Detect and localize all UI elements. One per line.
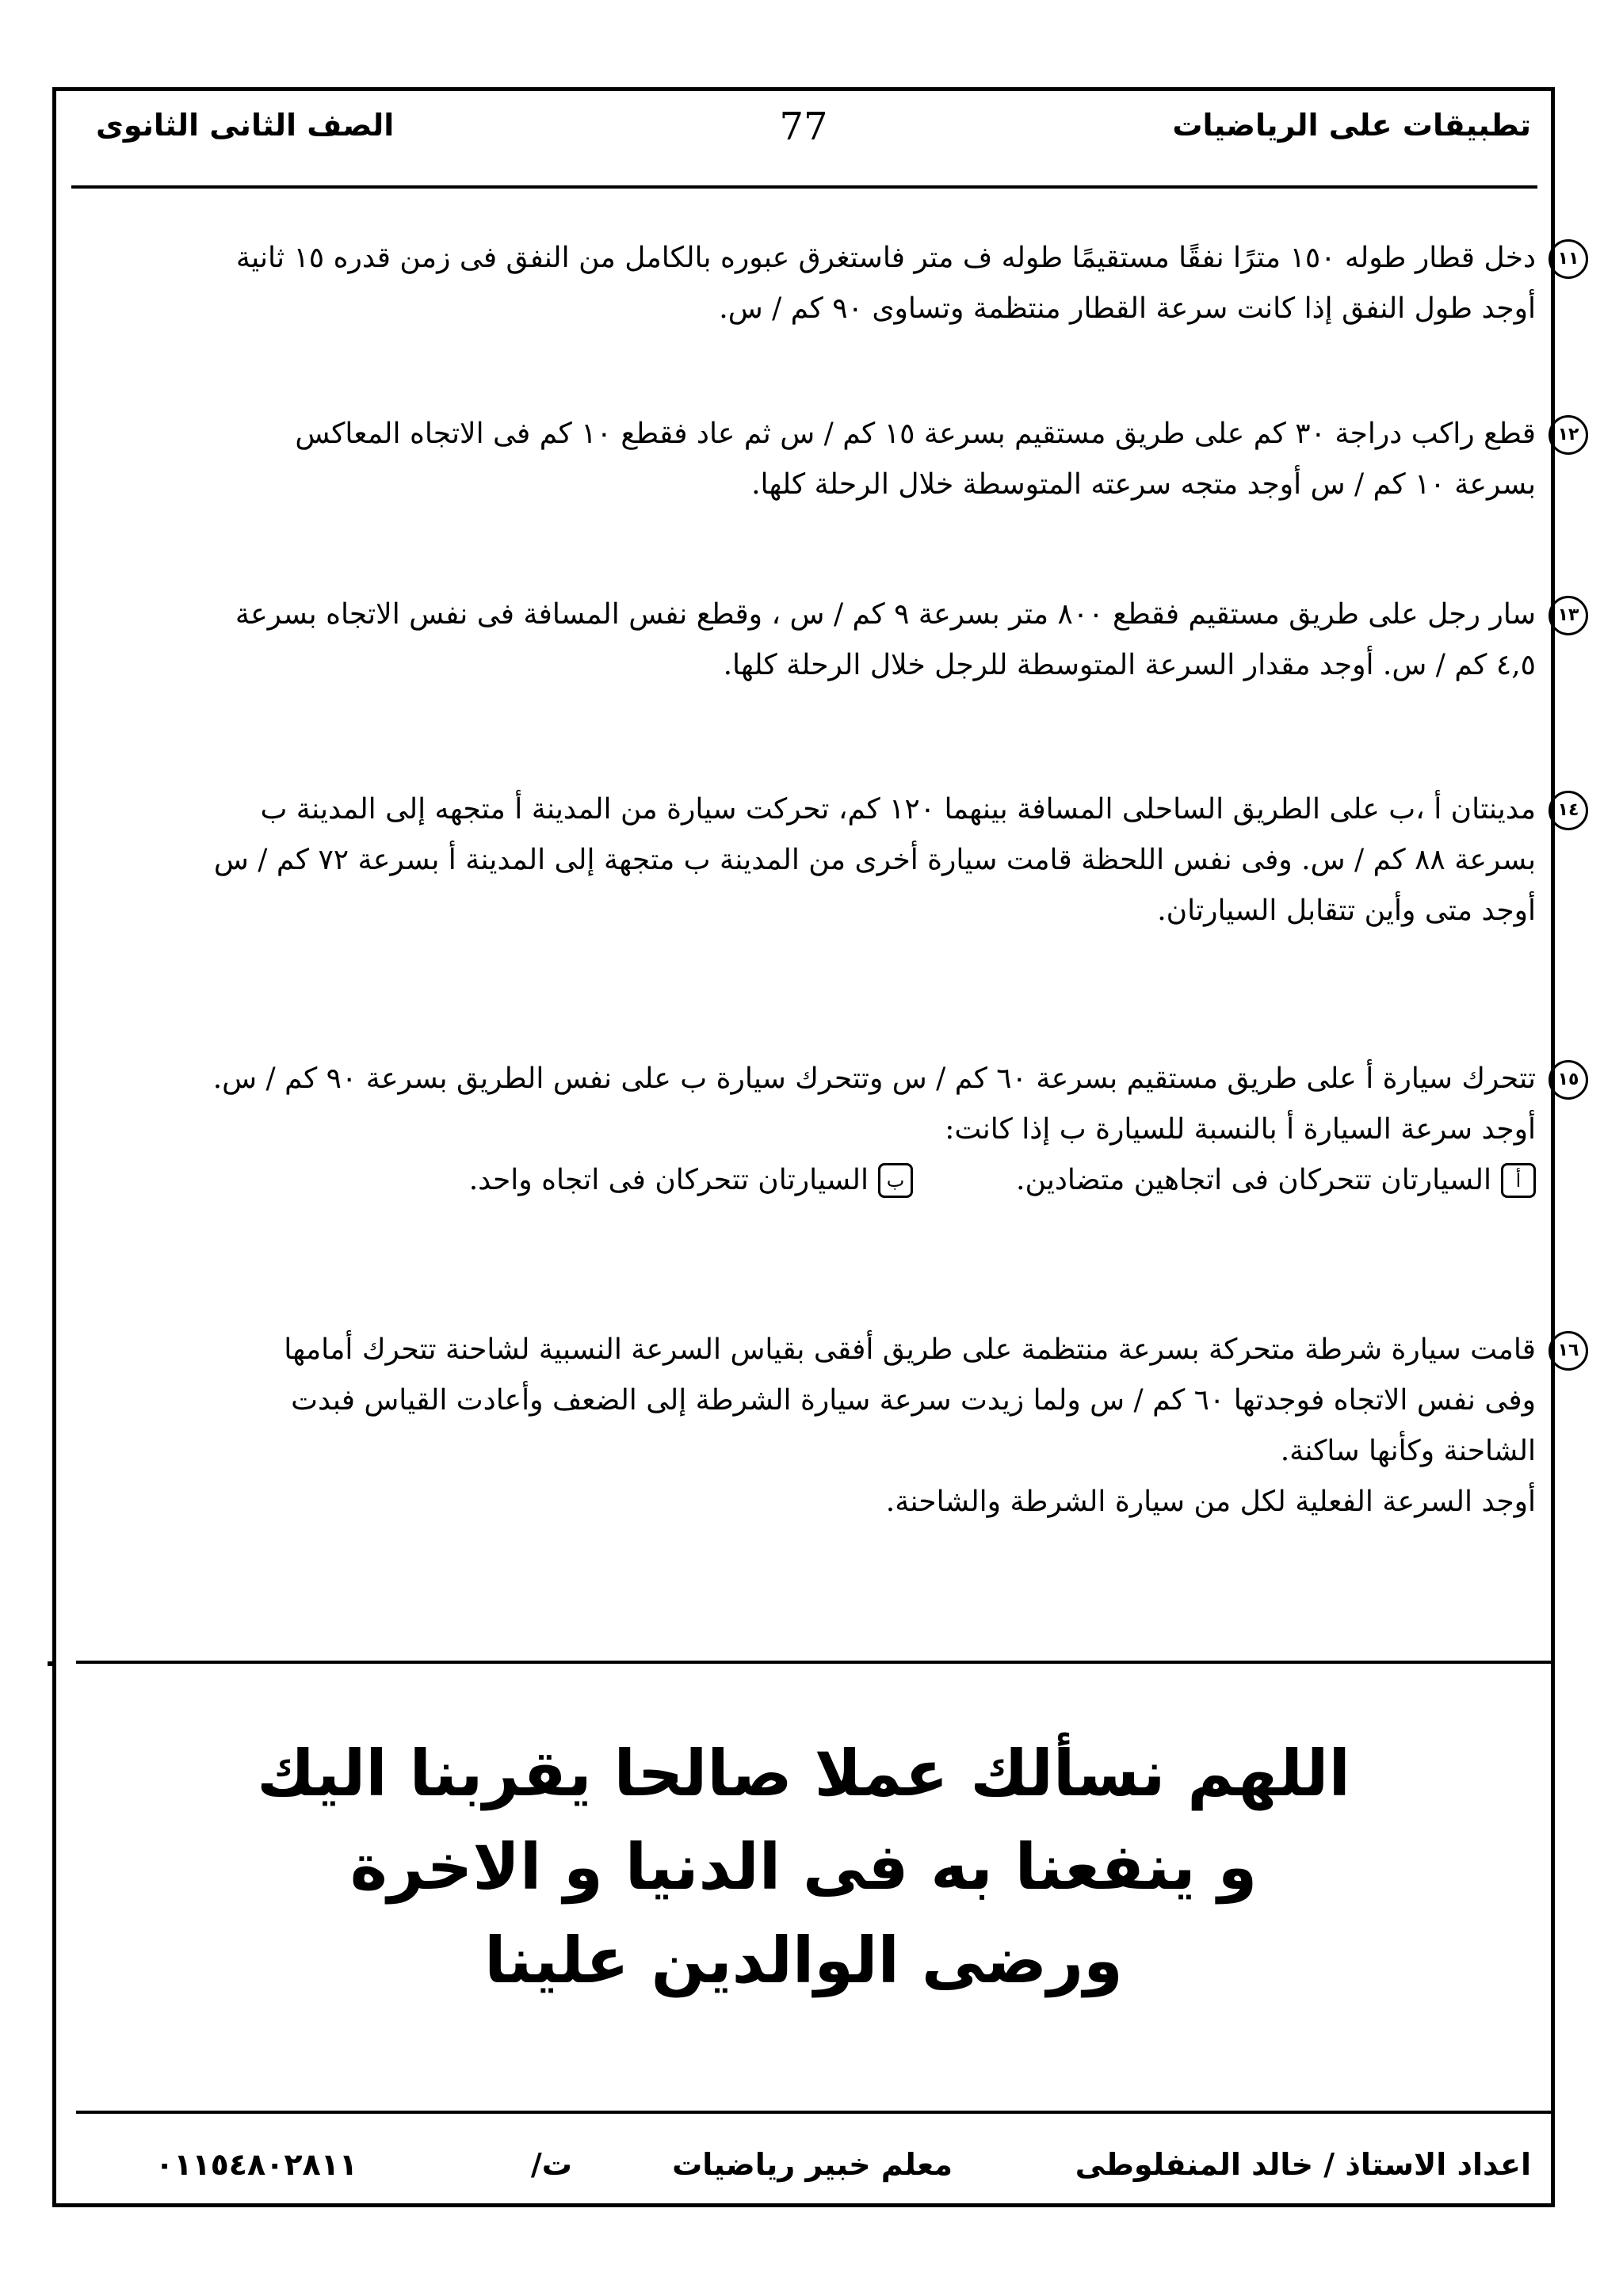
question-number: ١١: [1549, 239, 1588, 279]
footer-role: معلم خبير رياضيات: [672, 2147, 953, 2182]
question-16: [117, 1325, 1579, 1527]
prayer-line: و ينفعنا به فى الدنيا و الاخرة: [349, 1830, 1258, 1904]
question-line: الشاحنة وكأنها ساكنة.: [1280, 1435, 1536, 1467]
question-11: [117, 233, 1579, 334]
question-line: أوجد متى وأين تتقابل السيارتان.: [1157, 894, 1536, 927]
question-line: سار رجل على طريق مستقيم فقطع ٨٠٠ متر بسرعة ٩ كم / س ، وقطع نفس المسافة فى نفس الاتجاه بسرعة: [235, 598, 1536, 631]
question-12: [117, 409, 1579, 510]
prayer-line: ورضى الوالدين علينا: [484, 1924, 1123, 1997]
footer-author: اعداد الاستاذ / خالد المنفلوطى: [1075, 2147, 1531, 2182]
question-line: أوجد السرعة الفعلية لكل من سيارة الشرطة والشاحنة.: [885, 1486, 1536, 1518]
question-line: بسرعة ١٠ كم / س أوجد متجه سرعته المتوسطة خلال الرحلة كلها.: [751, 468, 1536, 501]
page-header: [52, 101, 1555, 165]
prayer-text: [52, 1727, 1555, 2008]
question-15: [117, 1054, 1579, 1206]
option-text: السيارتان تتحركان فى اتجاه واحد.: [468, 1164, 869, 1196]
header-title: تطبيقات على الرياضيات: [1172, 108, 1531, 143]
header-grade: الصف الثانى الثانوى: [96, 108, 395, 143]
footer-divider: [76, 2111, 1552, 2114]
footer-phone-label: ت/: [530, 2147, 572, 2182]
question-line: مدينتان أ ،ب على الطريق الساحلى المسافة بينهما ١٢٠ كم، تحركت سيارة من المدينة أ متجهه إلى المدينة ب: [260, 793, 1536, 826]
question-number: ١٤: [1549, 791, 1588, 830]
page-footer: [52, 2147, 1555, 2195]
page-number: 77: [779, 105, 828, 149]
question-number: ١٥: [1549, 1060, 1588, 1100]
question-number: ١٢: [1549, 415, 1588, 455]
option-mark: ب: [878, 1163, 913, 1198]
question-number: ١٦: [1549, 1331, 1588, 1371]
question-line: قطع راكب دراجة ٣٠ كم على طريق مستقيم بسرعة ١٥ كم / س ثم عاد فقطع ١٠ كم فى الاتجاه المعاكس: [295, 418, 1536, 450]
question-options: [117, 1155, 1536, 1206]
question-line: بسرعة ٨٨ كم / س. وفى نفس اللحظة قامت سيارة أخرى من المدينة ب متجهة إلى المدينة أ بسرعة ٧٢ كم / س: [213, 844, 1536, 876]
option-a: [1016, 1155, 1536, 1206]
prayer-line: اللهم نسألك عملا صالحا يقربنا اليك: [257, 1737, 1350, 1810]
question-line: قامت سيارة شرطة متحركة بسرعة منتظمة على طريق أفقى بقياس السرعة النسبية لشاحنة تتحرك أمامها: [284, 1333, 1536, 1366]
footer-phone: ٠١١٥٤٨٠٢٨١١: [155, 2147, 358, 2182]
question-number: ١٣: [1549, 596, 1588, 635]
option-text: السيارتان تتحركان فى اتجاهين متضادين.: [1016, 1164, 1491, 1196]
option-mark: أ: [1501, 1163, 1536, 1198]
option-b: [469, 1155, 913, 1206]
question-line: وفى نفس الاتجاه فوجدتها ٦٠ كم / س ولما زيدت سرعة سيارة الشرطة إلى الضعف وأعادت القياس فبدت: [291, 1384, 1536, 1417]
header-divider: [71, 185, 1537, 189]
section-divider: [76, 1661, 1552, 1664]
question-14: [117, 784, 1579, 936]
question-line: ٤,٥ كم / س. أوجد مقدار السرعة المتوسطة للرجل خلال الرحلة كلها.: [723, 649, 1536, 681]
question-13: [117, 589, 1579, 691]
question-line: تتحرك سيارة أ على طريق مستقيم بسرعة ٦٠ كم / س وتتحرك سيارة ب على نفس الطريق بسرعة ٩٠ كم / س.: [212, 1062, 1536, 1095]
question-line: أوجد سرعة السيارة أ بالنسبة للسيارة ب إذا كانت:: [945, 1113, 1536, 1146]
question-line: أوجد طول النفق إذا كانت سرعة القطار منتظمة وتساوى ٩٠ كم / س.: [719, 292, 1536, 325]
margin-tick: [48, 1661, 54, 1666]
question-line: دخل قطار طوله ١٥٠ مترًا نفقًا مستقيمًا طوله ف متر فاستغرق عبوره بالكامل من النفق فى زمن قدره ١٥ ثانية: [235, 242, 1536, 274]
